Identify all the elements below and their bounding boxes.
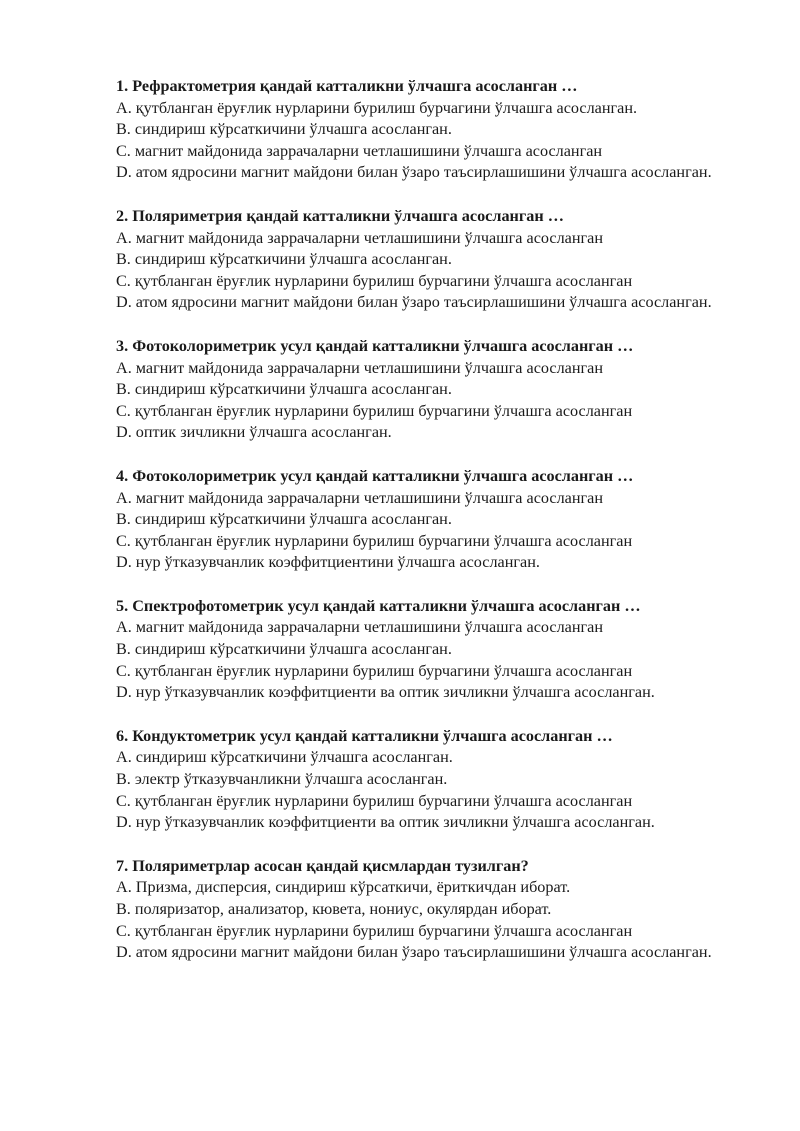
option-b: B. электр ўтказувчанликни ўлчашга асосланган. (116, 770, 448, 789)
option-b: B. синдириш кўрсаткичини ўлчашга асосланган. (116, 640, 452, 659)
option-b: B. синдириш кўрсаткичини ўлчашга асосланган. (116, 380, 452, 399)
option-a: A. синдириш кўрсаткичини ўлчашга асосланган. (116, 748, 453, 767)
question-7 (116, 856, 776, 964)
option-a: A. магнит майдонида заррачаларни четлашишини ўлчашга асосланган (116, 358, 603, 377)
question-6 (116, 726, 776, 834)
question-title: 5. Спектрофотометрик усул қандай катталикни ўлчашга асосланган … (116, 596, 641, 615)
question-title: 2. Поляриметрия қандай катталикни ўлчашга асосланган … (116, 206, 564, 225)
question-title: 4. Фотоколориметрик усул қандай катталикни ўлчашга асосланган … (116, 466, 634, 485)
option-c: C. магнит майдонида заррачаларни четлашишини ўлчашга асосланган (116, 141, 603, 160)
option-a: A. магнит майдонида заррачаларни четлашишини ўлчашга асосланган (116, 488, 603, 507)
question-title: 1. Рефрактометрия қандай катталикни ўлчашга асосланган … (116, 77, 578, 95)
question-title: 6. Кондуктометрик усул қандай катталикни ўлчашга асосланган … (116, 726, 613, 745)
question-3 (116, 336, 776, 444)
question-title: 7. Поляриметрлар асосан қандай қисмлардан тузилган? (116, 856, 529, 875)
question-4 (116, 466, 776, 574)
option-d: D. нур ўтказувчанлик коэффитциентини ўлчашга асосланган. (116, 553, 540, 572)
question-list (116, 76, 776, 986)
option-a: A. Призма, дисперсия, синдириш кўрсаткичи, ёриткичдан иборат. (116, 878, 571, 897)
option-b: B. синдириш кўрсаткичини ўлчашга асосланган. (116, 510, 452, 529)
option-d: D. нур ўтказувчанлик коэффитциенти ва оптик зичликни ўлчашга асосланган. (116, 683, 655, 702)
option-c: C. қутбланган ёруғлик нурларини бурилиш бурчагини ўлчашга асосланган (116, 791, 633, 810)
option-d: D. атом ядросини магнит майдони билан ўзаро таъсирлашишини ўлчашга асосланган. (116, 943, 712, 962)
option-d: D. оптик зичликни ўлчашга асосланган. (116, 423, 392, 442)
option-b: B. синдириш кўрсаткичини ўлчашга асосланган. (116, 250, 452, 269)
option-c: C. қутбланган ёруғлик нурларини бурилиш бурчагини ўлчашга асосланган (116, 921, 633, 940)
question-title: 3. Фотоколориметрик усул қандай катталикни ўлчашга асосланган … (116, 336, 634, 355)
option-d: D. атом ядросини магнит майдони билан ўзаро таъсирлашишини ўлчашга асосланган. (116, 163, 712, 182)
option-c: C. қутбланган ёруғлик нурларини бурилиш бурчагини ўлчашга асосланган (116, 271, 633, 290)
option-c: C. қутбланган ёруғлик нурларини бурилиш бурчагини ўлчашга асосланган (116, 531, 633, 550)
option-c: C. қутбланган ёруғлик нурларини бурилиш бурчагини ўлчашга асосланган (116, 661, 633, 680)
option-b: B. поляризатор, анализатор, кювета, нониус, окулярдан иборат. (116, 900, 552, 918)
question-5 (116, 596, 776, 704)
option-a: A. магнит майдонида заррачаларни четлашишини ўлчашга асосланган (116, 228, 603, 247)
option-a: A. магнит майдонида заррачаларни четлашишини ўлчашга асосланган (116, 618, 603, 637)
question-1 (116, 76, 776, 184)
option-c: C. қутбланган ёруғлик нурларини бурилиш бурчагини ўлчашга асосланган (116, 401, 633, 420)
option-b: B. синдириш кўрсаткичини ўлчашга асосланган. (116, 120, 452, 139)
question-2 (116, 206, 776, 314)
option-a: A. қутбланган ёруғлик нурларини бурилиш бурчагини ўлчашга асосланган. (116, 98, 638, 117)
option-d: D. нур ўтказувчанлик коэффитциенти ва оптик зичликни ўлчашга асосланган. (116, 813, 655, 832)
option-d: D. атом ядросини магнит майдони билан ўзаро таъсирлашишини ўлчашга асосланган. (116, 293, 712, 312)
